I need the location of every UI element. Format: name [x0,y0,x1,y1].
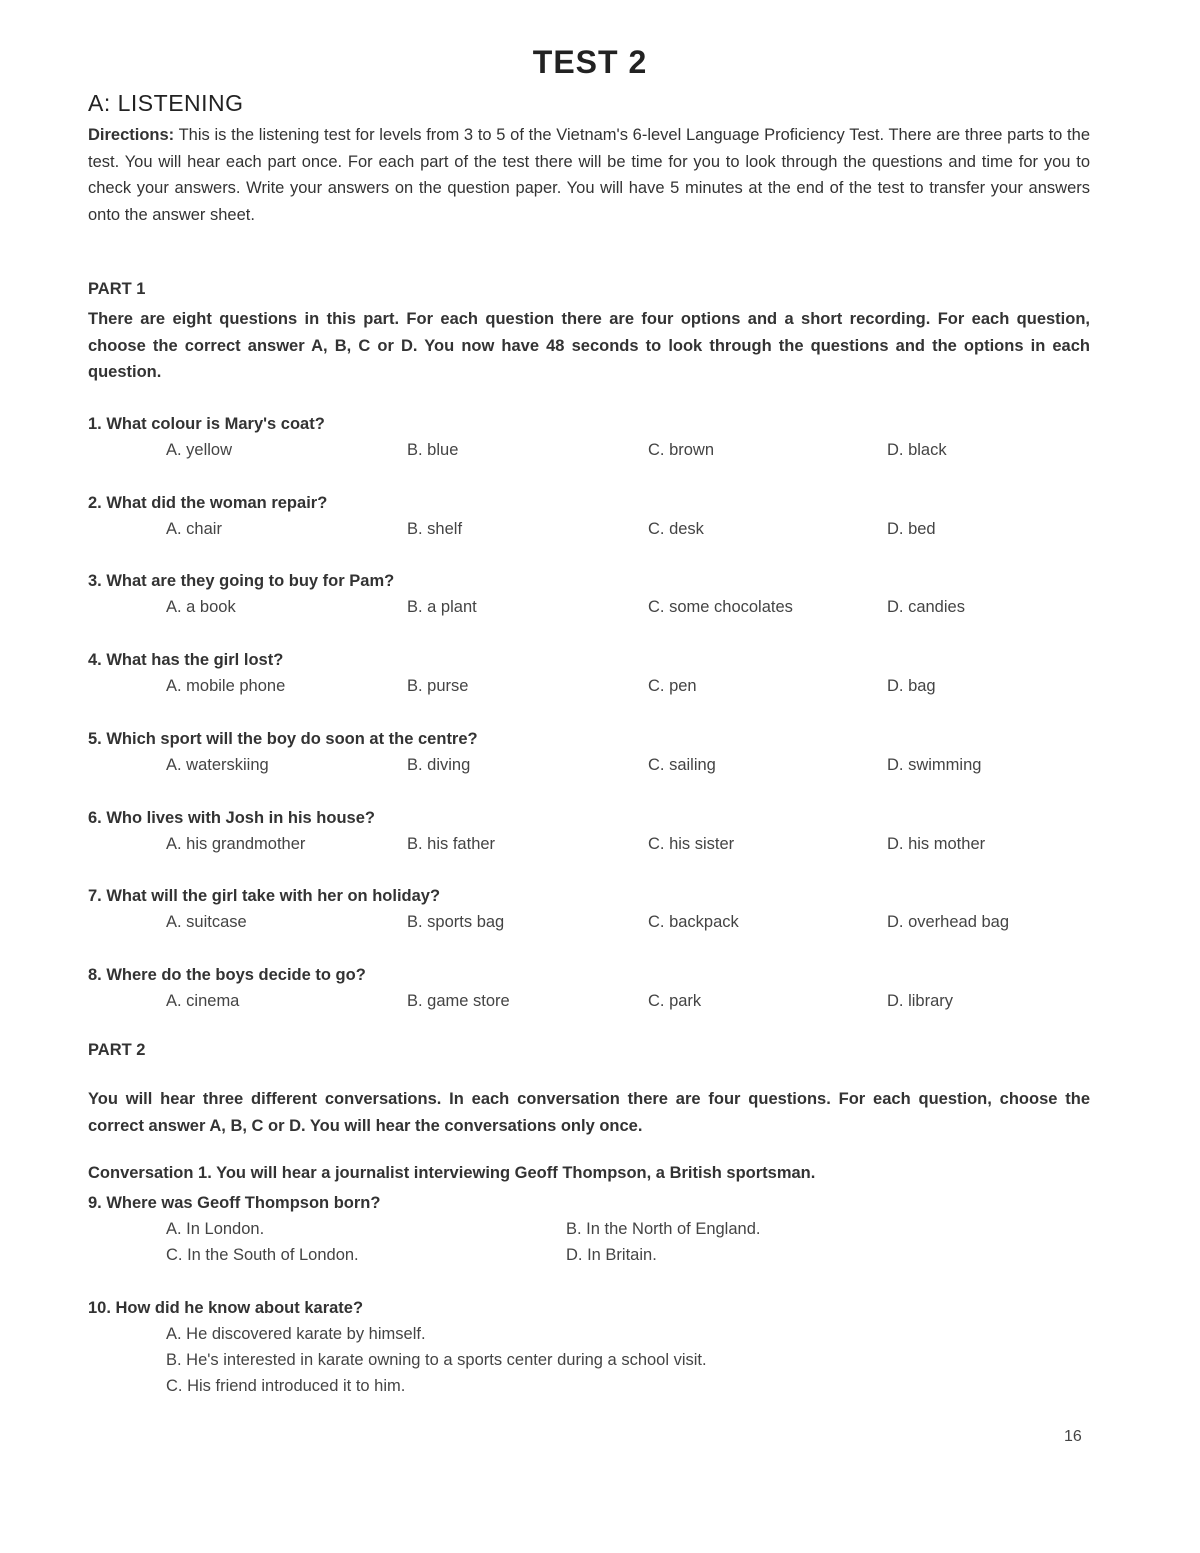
answer-options [88,594,1098,620]
option-c: C. pen [648,677,697,695]
option-b: B. a plant [407,598,477,616]
option-d: D. his mother [887,835,986,853]
option-a: A. chair [166,520,222,538]
question-text: 8. Where do the boys decide to go? [88,966,366,984]
answer-options [88,752,1098,778]
option-b: B. game store [407,992,510,1010]
answer-options [88,831,1098,857]
option-a: A. cinema [166,992,240,1010]
option-d: D. overhead bag [887,913,1010,931]
option-d: D. bag [887,677,936,695]
option-a: A. waterskiing [166,756,269,774]
question-9 [88,1190,1098,1268]
option-c: C. In the South of London. [166,1246,359,1264]
option-a: A. his grandmother [166,835,306,853]
option-d: D. candies [887,598,965,616]
option-c: C. desk [648,520,704,538]
option-d: D. In Britain. [566,1246,657,1264]
option-b: B. his father [407,835,496,853]
option-c: C. park [648,992,702,1010]
part1-label: PART 1 [88,280,146,298]
question-10 [88,1295,1098,1399]
page-number: 16 [1064,1428,1082,1445]
conversation-1-intro: Conversation 1. You will hear a journalist interviewing Geoff Thompson, a British sportsman. [88,1164,816,1182]
option-c: C. His friend introduced it to him. [166,1377,406,1395]
option-c: C. sailing [648,756,716,774]
option-b: B. shelf [407,520,463,538]
question-text: 1. What colour is Mary's coat? [88,415,325,433]
option-b: B. In the North of England. [566,1220,761,1238]
question-8 [88,962,1098,1014]
question-1 [88,411,1098,463]
page-title: TEST 2 [532,44,648,80]
option-a: A. yellow [166,441,233,459]
option-c: C. some chocolates [648,598,793,616]
directions-paragraph [88,122,1090,228]
section-heading: A: LISTENING [88,90,244,116]
option-c: C. brown [648,441,715,459]
answer-options [88,909,1098,935]
question-3 [88,568,1098,620]
answer-options [88,673,1098,699]
answer-options [88,1216,1098,1268]
option-a: A. mobile phone [166,677,286,695]
answer-options [88,437,1098,463]
question-text: 6. Who lives with Josh in his house? [88,809,375,827]
option-a: A. a book [166,598,236,616]
question-4 [88,647,1098,699]
question-text: 2. What did the woman repair? [88,494,328,512]
question-7 [88,883,1098,935]
option-a: A. In London. [166,1220,265,1238]
option-b: B. purse [407,677,469,695]
question-text: 10. How did he know about karate? [88,1299,364,1317]
option-d: D. bed [887,520,936,538]
question-text: 3. What are they going to buy for Pam? [88,572,395,590]
option-b: B. blue [407,441,459,459]
question-text: 4. What has the girl lost? [88,651,284,669]
option-a: A. He discovered karate by himself. [166,1325,426,1343]
question-2 [88,490,1098,542]
directions-label: Directions: [88,126,175,144]
question-text: 9. Where was Geoff Thompson born? [88,1194,381,1212]
question-5 [88,726,1098,778]
directions-text: This is the listening test for levels from 3 to 5 of the Vietnam's 6-level Language Proficiency Test. There are three parts to the test. You will hear each part once. For each part of the test there will be time for you to look through the questions and time for you to check your answers. Write your answers on the question paper. You will have 5 minutes at the end of the test to transfer your answers onto the answer sheet. [88,126,1090,224]
part2-label: PART 2 [88,1041,146,1059]
question-text: 7. What will the girl take with her on holiday? [88,887,441,905]
option-a: A. suitcase [166,913,247,931]
answer-options [88,1321,1098,1399]
option-b: B. sports bag [407,913,505,931]
question-6 [88,805,1098,857]
answer-options [88,516,1098,542]
option-c: C. backpack [648,913,739,931]
option-d: D. black [887,441,947,459]
answer-options [88,988,1098,1014]
option-b: B. He's interested in karate owning to a sports center during a school visit. [166,1351,707,1369]
part1-intro: There are eight questions in this part. For each question there are four options and a short recording. For each question, choose the correct answer A, B, C or D. You now have 48 seconds to look through the questions and the options in each question. [88,310,1090,381]
question-text: 5. Which sport will the boy do soon at the centre? [88,730,478,748]
part2-intro: You will hear three different conversations. In each conversation there are four questions. For each question, choose the correct answer A, B, C or D. You will hear the conversations only once. [88,1090,1090,1135]
option-d: D. library [887,992,954,1010]
option-c: C. his sister [648,835,735,853]
option-b: B. diving [407,756,471,774]
option-d: D. swimming [887,756,982,774]
